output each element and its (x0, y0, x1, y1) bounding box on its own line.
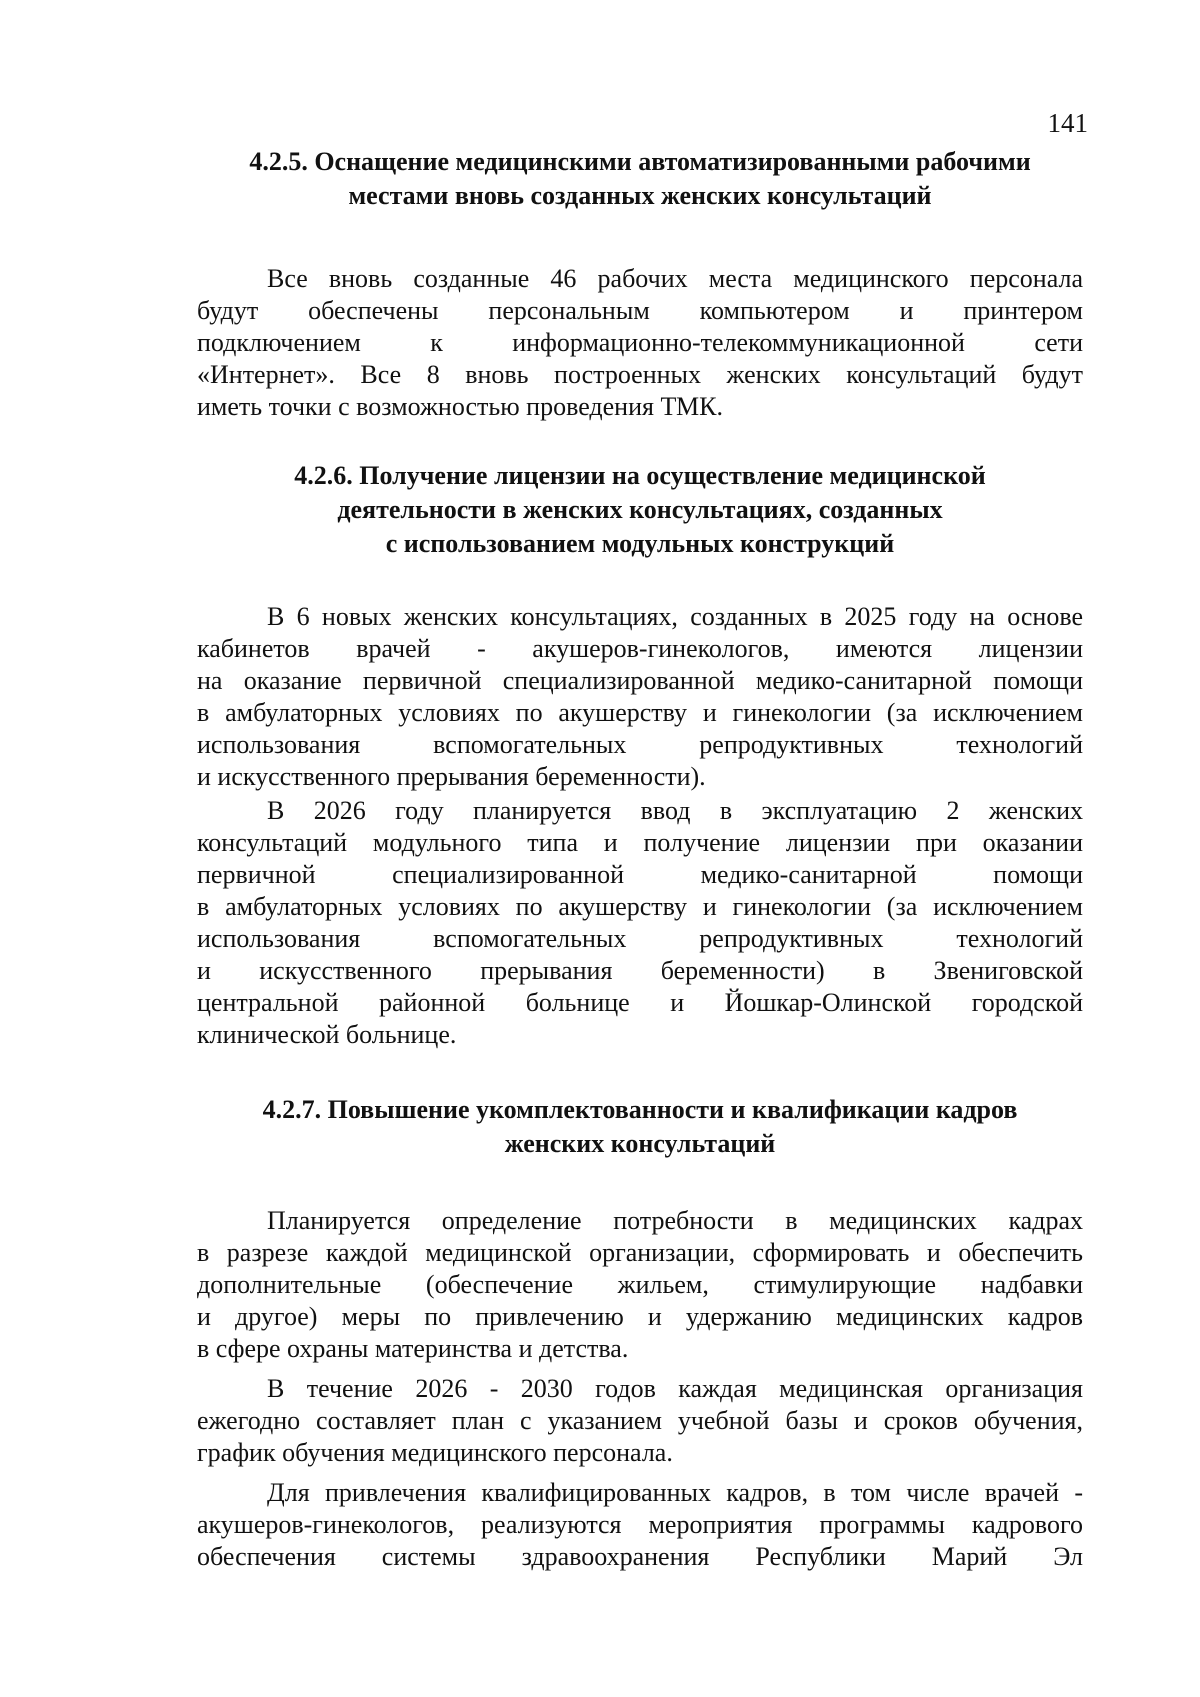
text-line: на оказание первичной специализированной медико-санитарной помощи (197, 666, 1083, 695)
text-line: центральной районной больнице и Йошкар-Олинской городской (197, 988, 1083, 1017)
section-heading-4-2-5 (197, 145, 1083, 213)
text-line: кабинетов врачей - акушеров-гинекологов, имеются лицензии (197, 634, 1083, 663)
text-line: в разрезе каждой медицинской организации, сформировать и обеспечить (197, 1238, 1083, 1267)
heading-line: женских консультаций (504, 1129, 776, 1158)
text-line: Планируется определение потребности в медицинских кадрах (267, 1206, 1083, 1235)
text-line: В течение 2026 - 2030 годов каждая медицинская организация (267, 1374, 1083, 1403)
text-line: клинической больнице. (197, 1020, 457, 1049)
text-line: использования вспомогательных репродуктивных технологий (197, 924, 1083, 953)
text-line: в амбулаторных условиях по акушерству и гинекологии (за исключением (197, 892, 1083, 921)
text-line: В 2026 году планируется ввод в эксплуатацию 2 женских (267, 796, 1083, 825)
section-heading-4-2-7 (197, 1093, 1083, 1161)
paragraph (197, 795, 1083, 1051)
text-line: В 6 новых женских консультациях, созданных в 2025 году на основе (267, 602, 1083, 631)
text-line: «Интернет». Все 8 вновь построенных женских консультаций будут (197, 360, 1083, 389)
paragraph (197, 1205, 1083, 1365)
text-line: обеспечения системы здравоохранения Республики Марий Эл (197, 1542, 1083, 1571)
heading-line: с использованием модульных конструкций (385, 529, 895, 558)
heading-line: 4.2.6. Получение лицензии на осуществление медицинской (294, 461, 986, 490)
heading-line: местами вновь созданных женских консультаций (348, 181, 932, 210)
section-heading-4-2-6 (197, 459, 1083, 561)
text-line: консультаций модульного типа и получение лицензии при оказании (197, 828, 1083, 857)
page-number: 141 (1047, 108, 1088, 138)
heading-line: деятельности в женских консультациях, созданных (337, 495, 943, 524)
text-line: в амбулаторных условиях по акушерству и гинекологии (за исключением (197, 698, 1083, 727)
text-line: ежегодно составляет план с указанием учебной базы и сроков обучения, (197, 1406, 1083, 1435)
text-line: и искусственного прерывания беременности) в Звениговской (197, 956, 1083, 985)
text-line: в сфере охраны материнства и детства. (197, 1334, 629, 1363)
text-line: Для привлечения квалифицированных кадров, в том числе врачей - (267, 1478, 1083, 1507)
text-line: график обучения медицинского персонала. (197, 1438, 673, 1467)
paragraph (197, 1373, 1083, 1469)
heading-line: 4.2.5. Оснащение медицинскими автоматизированными рабочими (249, 147, 1031, 176)
text-line: дополнительные (обеспечение жильем, стимулирующие надбавки (197, 1270, 1083, 1299)
text-line: Все вновь созданные 46 рабочих места медицинского персонала (267, 264, 1083, 293)
paragraph (197, 1477, 1083, 1573)
text-line: иметь точки с возможностью проведения ТМК. (197, 392, 723, 421)
text-line: первичной специализированной медико-санитарной помощи (197, 860, 1083, 889)
text-line: использования вспомогательных репродуктивных технологий (197, 730, 1083, 759)
text-line: будут обеспечены персональным компьютером и принтером (197, 296, 1083, 325)
text-line: акушеров-гинекологов, реализуются мероприятия программы кадрового (197, 1510, 1083, 1539)
paragraph (197, 263, 1083, 423)
document-body (197, 145, 1083, 1573)
paragraph (197, 601, 1083, 793)
text-line: подключением к информационно-телекоммуникационной сети (197, 328, 1083, 357)
text-line: и другое) меры по привлечению и удержанию медицинских кадров (197, 1302, 1083, 1331)
heading-line: 4.2.7. Повышение укомплектованности и квалификации кадров (262, 1095, 1018, 1124)
text-line: и искусственного прерывания беременности). (197, 762, 706, 791)
